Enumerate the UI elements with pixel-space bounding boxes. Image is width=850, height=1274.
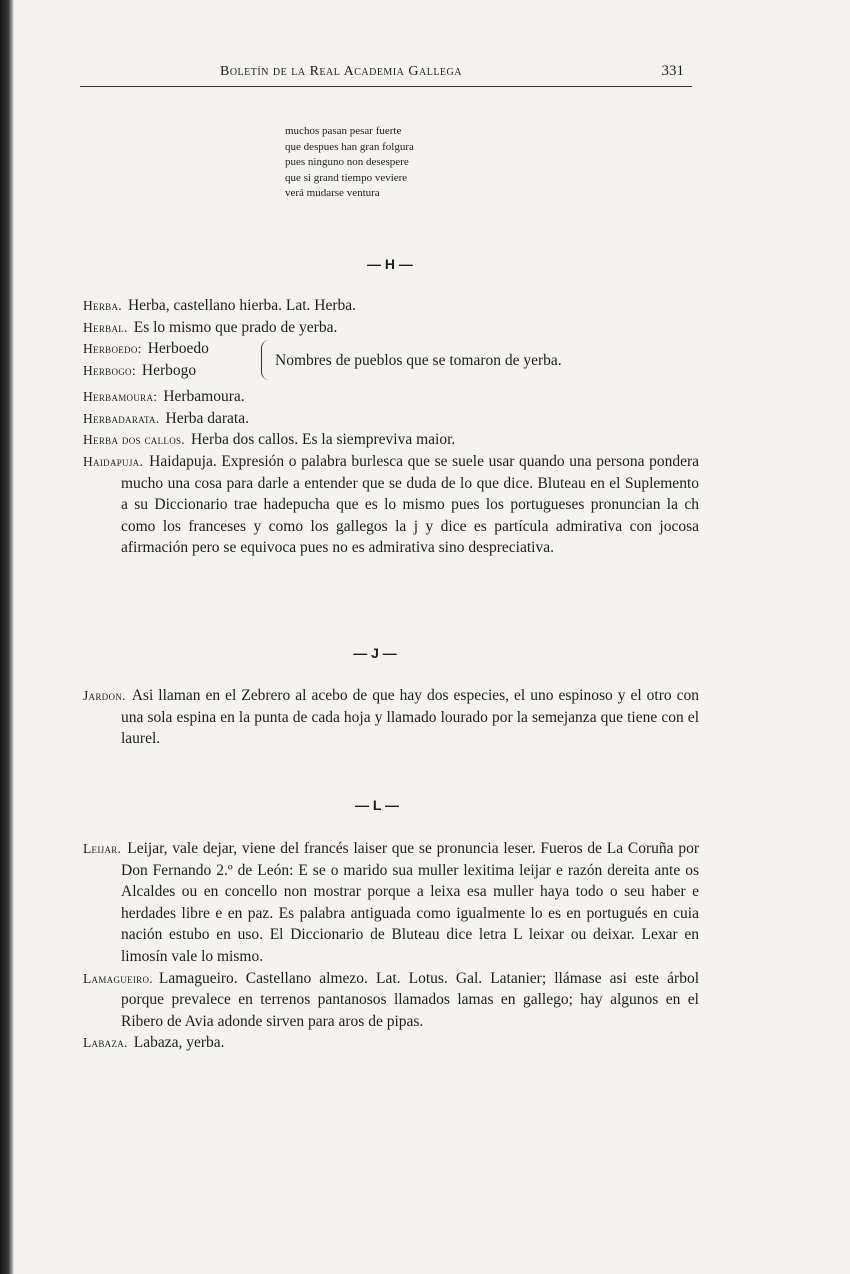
- dictionary-entry: [83, 408, 699, 430]
- dictionary-entry: [83, 451, 699, 559]
- dictionary-entry: [83, 295, 699, 317]
- poem-line: pues ninguno non desespere: [285, 156, 409, 168]
- dictionary-entry: [83, 968, 699, 1033]
- dictionary-entry: [83, 338, 209, 360]
- entry-definition: Herba darata.: [165, 409, 249, 427]
- entry-headword: Herboedo:: [83, 341, 142, 357]
- section-l-entries: [83, 838, 699, 1054]
- grouped-entries: [83, 338, 699, 386]
- section-letter-h: — H —: [367, 256, 413, 272]
- poem-line: que si grand tiempo veviere: [285, 171, 408, 184]
- dictionary-entry: [83, 360, 196, 382]
- entry-definition: Asi llaman en el Zebrero al acebo de que hay dos especies, el uno espinoso y el otro con una sola espina en la punta de cada hoja y llamado lourado por la semejanza que tiene con el laurel.: [121, 687, 699, 748]
- book-binding-edge: [0, 0, 14, 1274]
- page-number: 331: [661, 63, 684, 79]
- entry-headword: Lamagueiro.: [83, 970, 153, 986]
- entry-headword: Herbamoura:: [83, 389, 158, 405]
- page-header: [80, 60, 692, 87]
- entry-headword: Labaza.: [83, 1035, 128, 1051]
- poem-line: muchos pasan pesar fuerte: [285, 125, 402, 137]
- entry-headword: Herba.: [83, 298, 122, 313]
- entry-definition: Lamagueiro. Castellano almezo. Lat. Lotus. Gal. Latanier; llámase asi este árbol porque prevalece en terrenos pantanosos llamados lamas en gallego; hay algunos en el Ribero de Avia adonde sirven para aros de pipas.: [121, 969, 699, 1030]
- section-h-entries: [83, 295, 699, 559]
- entry-headword: Jardon.: [83, 688, 126, 703]
- entry-definition: Haidapuja. Expresión o palabra burlesca que se suele usar quando una persona pondera mucho una cosa para darle a entender que se duda de lo que dice. Bluteau en el Suplemento a su Diccionario trae hadepucha que es lo mismo pues los portugueses pronuncian la ch como los franceses y como los gallegos la j y dice es partícula admirativa con jocosa afirmación pero se equivoca pues no es admirativa sino despreciativa.: [121, 452, 699, 557]
- entry-definition: Herba dos callos. Es la siempreviva maior.: [190, 431, 456, 449]
- entry-headword: Haidapuja.: [83, 453, 144, 469]
- entry-definition: Herbogo: [141, 362, 197, 380]
- entry-definition: Herba, castellano hierba. Lat. Herba.: [127, 297, 357, 314]
- section-letter-l: — L —: [354, 797, 400, 813]
- dictionary-entry: [83, 429, 699, 451]
- entry-definition: Leijar, vale dejar, viene del francés laiser que se pronuncia leser. Fueros de La Coruña por Don Fernando 2.º de León: E se o marido sua muller lexitima leijar e razón dereita ante os Alcaldes ou en concello non mostrar porque a leixa esa muller haya todo o seu haber e herdades libre e en paz. Es palabra antiguada como igualmente lo es en portugués en cuia nación estubo en uso. El Diccionario de Bluteau dice letra L leixar ou deixar. Lexar en limosín vale lo mismo.: [121, 840, 699, 965]
- entry-definition: Labaza, yerba.: [133, 1034, 225, 1052]
- entry-headword: Herba dos callos.: [83, 432, 185, 448]
- dictionary-entry: [83, 317, 699, 339]
- shared-note: Nombres de pueblos que se tomaron de yerba.: [275, 352, 562, 370]
- grouping-brace: [261, 340, 270, 380]
- entry-definition: Herboedo: [147, 340, 209, 358]
- entry-headword: Leijar.: [83, 841, 122, 856]
- entry-definition: Es lo mismo que prado de yerba.: [133, 318, 338, 336]
- entry-headword: Herbogo:: [83, 363, 136, 379]
- poem-quote: [285, 124, 414, 202]
- entry-headword: Herbadarata.: [83, 410, 160, 426]
- dictionary-entry: [83, 838, 699, 968]
- dictionary-entry: [83, 1032, 699, 1054]
- running-head: Boletín de la Real Academia Gallega: [220, 64, 462, 79]
- dictionary-entry: [83, 386, 699, 408]
- poem-line: verá mudarse ventura: [285, 187, 380, 199]
- dictionary-entry: [83, 685, 699, 750]
- entry-headword: Herbal.: [83, 319, 128, 335]
- section-letter-j: — J —: [353, 645, 397, 661]
- entry-definition: Herbamoura.: [163, 388, 245, 406]
- poem-line: que despues han gran folgura: [285, 140, 414, 153]
- section-j-entries: [83, 685, 699, 750]
